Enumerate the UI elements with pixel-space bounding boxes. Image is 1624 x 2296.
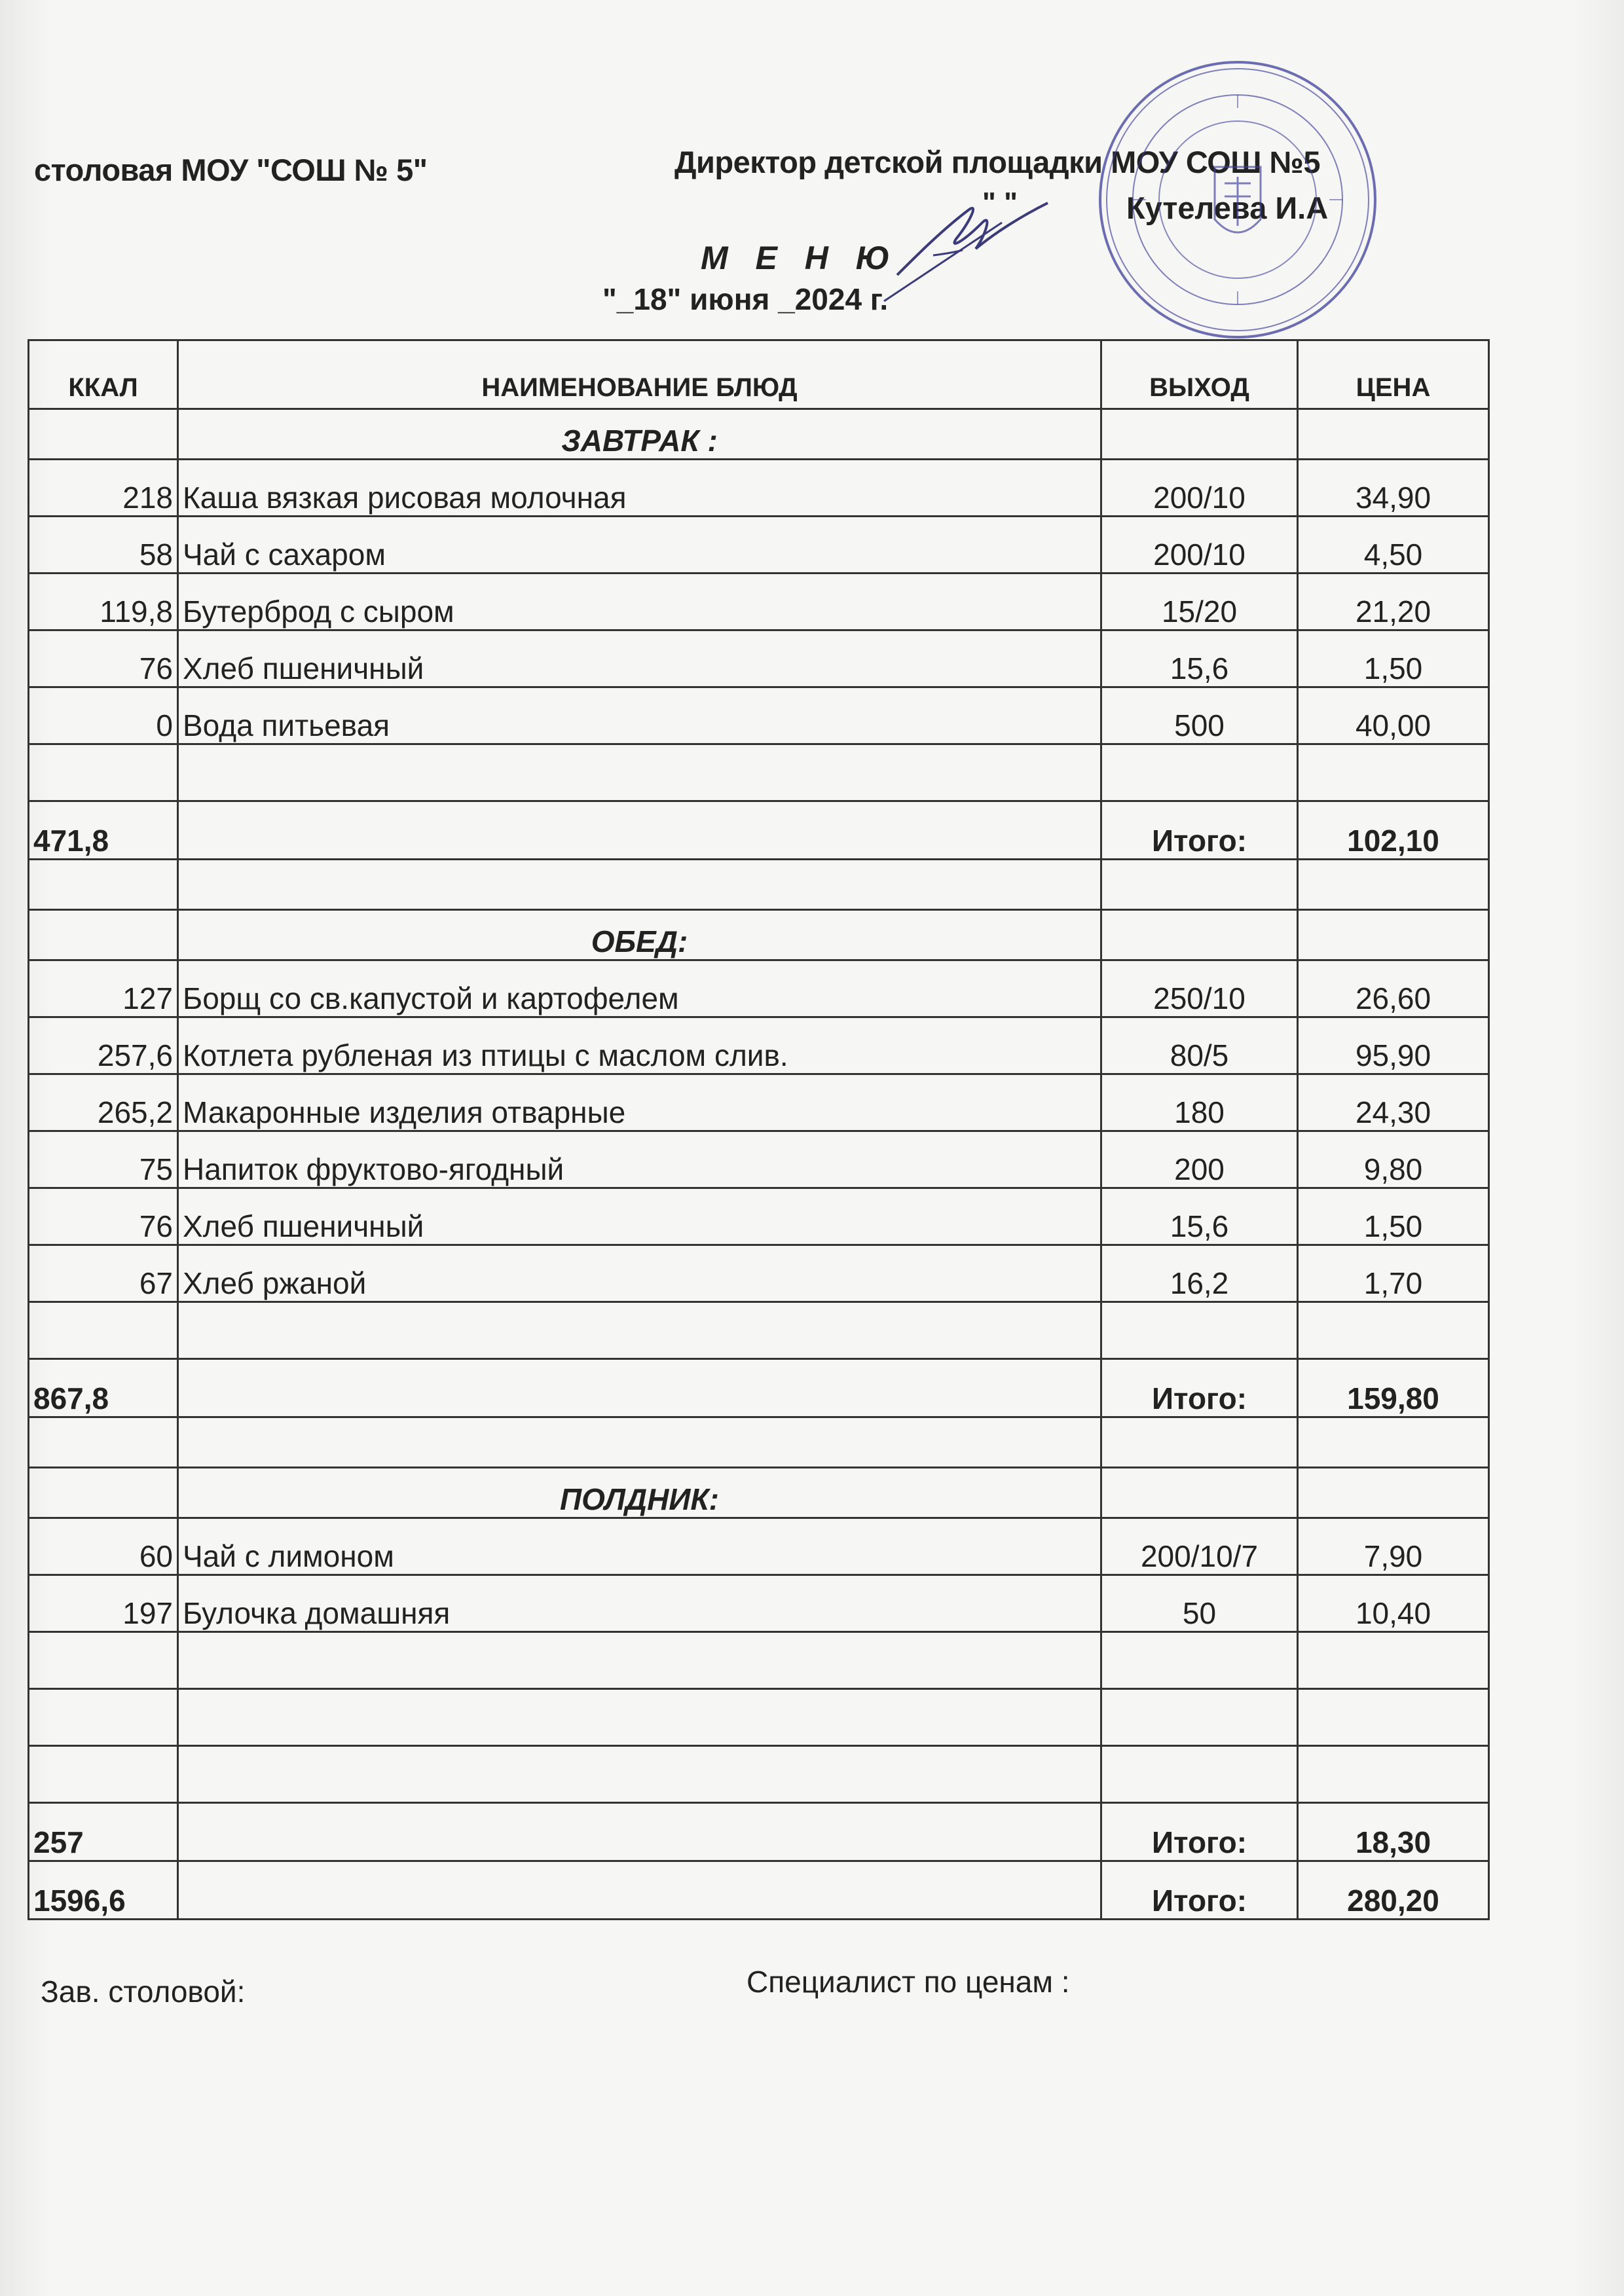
table-row xyxy=(29,1074,1489,1131)
snack-total-label: Итого: xyxy=(1101,1803,1298,1861)
dish-kcal: 58 xyxy=(29,517,178,574)
lunch-total-label: Итого: xyxy=(1101,1359,1298,1417)
blank-row xyxy=(29,1689,1489,1746)
grand-total-row xyxy=(29,1861,1489,1920)
dish-portion: 180 xyxy=(1101,1074,1298,1131)
dish-price: 34,90 xyxy=(1298,460,1489,517)
dish-name: Хлеб пшеничный xyxy=(178,1188,1101,1245)
dish-price: 40,00 xyxy=(1298,687,1489,744)
dish-portion: 15/20 xyxy=(1101,574,1298,630)
dish-price: 1,50 xyxy=(1298,1188,1489,1245)
blank-row xyxy=(29,1302,1489,1359)
snack-total-row xyxy=(29,1803,1489,1861)
dish-price: 9,80 xyxy=(1298,1131,1489,1188)
canteen-head-signature-label: Зав. столовой: xyxy=(41,1975,246,2009)
grand-total-kcal: 1596,6 xyxy=(29,1861,178,1920)
dish-portion: 200/10/7 xyxy=(1101,1518,1298,1575)
dish-kcal: 0 xyxy=(29,687,178,744)
blank-row xyxy=(29,1746,1489,1803)
section-breakfast-title: ЗАВТРАК : xyxy=(178,409,1101,460)
dish-price: 24,30 xyxy=(1298,1074,1489,1131)
dish-kcal: 76 xyxy=(29,1188,178,1245)
table-row xyxy=(29,460,1489,517)
dish-portion: 500 xyxy=(1101,687,1298,744)
lunch-total-price: 159,80 xyxy=(1298,1359,1489,1417)
dish-name: Макаронные изделия отварные xyxy=(178,1074,1101,1131)
section-snack-title: ПОЛДНИК: xyxy=(178,1468,1101,1518)
dish-portion: 16,2 xyxy=(1101,1245,1298,1302)
dish-price: 10,40 xyxy=(1298,1575,1489,1632)
dish-portion: 50 xyxy=(1101,1575,1298,1632)
breakfast-total-price: 102,10 xyxy=(1298,801,1489,860)
lunch-total-row xyxy=(29,1359,1489,1417)
approval-quote-mark: " " xyxy=(982,187,1018,219)
director-name: Кутелева И.А xyxy=(1126,191,1329,225)
section-lunch-row xyxy=(29,910,1489,960)
snack-total-price: 18,30 xyxy=(1298,1803,1489,1861)
blank-row xyxy=(29,1417,1489,1468)
breakfast-total-label: Итого: xyxy=(1101,801,1298,860)
dish-kcal: 75 xyxy=(29,1131,178,1188)
menu-date: "_18" июня _2024 г. xyxy=(602,282,889,316)
blank-row xyxy=(29,1632,1489,1689)
table-row xyxy=(29,517,1489,574)
table-row xyxy=(29,630,1489,687)
menu-table xyxy=(28,339,1490,1920)
dish-name: Хлеб ржаной xyxy=(178,1245,1101,1302)
table-row xyxy=(29,960,1489,1017)
dish-name: Каша вязкая рисовая молочная xyxy=(178,460,1101,517)
header-dish-name: НАИМЕНОВАНИЕ БЛЮД xyxy=(178,340,1101,409)
dish-price: 1,70 xyxy=(1298,1245,1489,1302)
dish-name: Вода питьевая xyxy=(178,687,1101,744)
dish-name: Чай с сахаром xyxy=(178,517,1101,574)
dish-kcal: 60 xyxy=(29,1518,178,1575)
table-row xyxy=(29,687,1489,744)
breakfast-total-kcal: 471,8 xyxy=(29,801,178,860)
dish-portion: 200/10 xyxy=(1101,460,1298,517)
dish-kcal: 119,8 xyxy=(29,574,178,630)
dish-portion: 200/10 xyxy=(1101,517,1298,574)
header-price: ЦЕНА xyxy=(1298,340,1489,409)
director-signature xyxy=(871,177,1067,308)
dish-price: 1,50 xyxy=(1298,630,1489,687)
section-snack-row xyxy=(29,1468,1489,1518)
menu-title: М Е Н Ю xyxy=(701,240,899,276)
dish-kcal: 218 xyxy=(29,460,178,517)
dish-portion: 200 xyxy=(1101,1131,1298,1188)
dish-portion: 250/10 xyxy=(1101,960,1298,1017)
dish-name: Булочка домашняя xyxy=(178,1575,1101,1632)
dish-price: 4,50 xyxy=(1298,517,1489,574)
dish-price: 26,60 xyxy=(1298,960,1489,1017)
table-row xyxy=(29,1188,1489,1245)
dish-name: Котлета рубленая из птицы с маслом слив. xyxy=(178,1017,1101,1074)
dish-kcal: 127 xyxy=(29,960,178,1017)
header-portion: ВЫХОД xyxy=(1101,340,1298,409)
dish-kcal: 265,2 xyxy=(29,1074,178,1131)
dish-price: 95,90 xyxy=(1298,1017,1489,1074)
dish-kcal: 67 xyxy=(29,1245,178,1302)
table-row xyxy=(29,1575,1489,1632)
grand-total-price: 280,20 xyxy=(1298,1861,1489,1920)
dish-portion: 80/5 xyxy=(1101,1017,1298,1074)
dish-name: Чай с лимоном xyxy=(178,1518,1101,1575)
table-row xyxy=(29,1131,1489,1188)
table-row xyxy=(29,1245,1489,1302)
dish-kcal: 197 xyxy=(29,1575,178,1632)
dish-name: Напиток фруктово-ягодный xyxy=(178,1131,1101,1188)
price-specialist-signature-label: Специалист по ценам : xyxy=(747,1965,1070,1999)
dish-kcal: 76 xyxy=(29,630,178,687)
dish-price: 21,20 xyxy=(1298,574,1489,630)
table-row xyxy=(29,574,1489,630)
dish-portion: 15,6 xyxy=(1101,1188,1298,1245)
snack-total-kcal: 257 xyxy=(29,1803,178,1861)
table-row xyxy=(29,1518,1489,1575)
dish-name: Борщ со св.капустой и картофелем xyxy=(178,960,1101,1017)
dish-kcal: 257,6 xyxy=(29,1017,178,1074)
table-row xyxy=(29,1017,1489,1074)
dish-price: 7,90 xyxy=(1298,1518,1489,1575)
blank-row xyxy=(29,860,1489,910)
section-lunch-title: ОБЕД: xyxy=(178,910,1101,960)
blank-row xyxy=(29,744,1489,801)
director-title: Директор детской площадки МОУ СОШ №5 xyxy=(674,145,1321,179)
dish-portion: 15,6 xyxy=(1101,630,1298,687)
school-seal xyxy=(1094,56,1382,344)
grand-total-label: Итого: xyxy=(1101,1861,1298,1920)
header-kcal: ККАЛ xyxy=(29,340,178,409)
lunch-total-kcal: 867,8 xyxy=(29,1359,178,1417)
table-header-row xyxy=(29,340,1489,409)
dish-name: Бутерброд с сыром xyxy=(178,574,1101,630)
dish-name: Хлеб пшеничный xyxy=(178,630,1101,687)
breakfast-total-row xyxy=(29,801,1489,860)
canteen-title: столовая МОУ "СОШ № 5" xyxy=(34,153,428,187)
section-breakfast-row xyxy=(29,409,1489,460)
